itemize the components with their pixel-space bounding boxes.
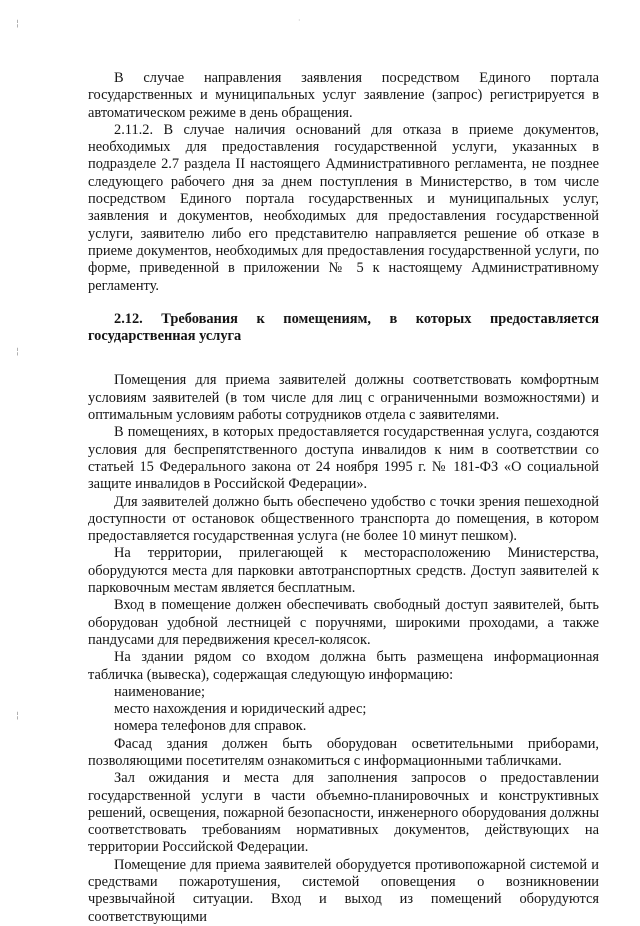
paragraph: Для заявителей должно быть обеспечено удобство с точки зрения пешеходной доступности от остановок общественного транспорта до помещения, в котором предоставляется государственная услуга (не более 10 минут пешком). xyxy=(88,493,599,545)
paragraph: На здании рядом со входом должна быть размещена информационная табличка (вывеска), содержащая следующую информацию: xyxy=(88,649,599,683)
paragraph: В случае направления заявления посредством Единого портала государственных и муниципальных услуг заявление (запрос) регистрируется в автоматическом режиме в день обращения. xyxy=(88,70,599,121)
binding-mark: ¦ xyxy=(16,711,20,721)
paragraph: Помещение для приема заявителей оборудуется противопожарной системой и средствами пожаротушения, системой оповещения о возникновении чрезвычайной ситуации. Вход и выход из помещений оборудуются соответствующими xyxy=(88,856,599,925)
binding-mark: ¦ xyxy=(16,347,20,357)
binding-mark: ¦ xyxy=(16,19,20,29)
section-heading: 2.12. Требования к помещениям, в которых предоставляется государственная услуга xyxy=(88,310,599,345)
paragraph: 2.11.2. В случае наличия оснований для отказа в приеме документов, необходимых для предоставления государственной услуги, указанных в подразделе 2.7 раздела II настоящего Административного регламента, не позднее следующего рабочего дня за днем поступления в Министерство, в том числе посредством Единого портала государственных и муниципальных услуг, заявления и документов, необходимых для предоставления государственной услуги, заявителю либо его представителю направляется решение об отказе в приеме документов, необходимых для предоставления государственной услуги, по форме, приведенной в приложении № 5 к настоящему Административному регламенту. xyxy=(88,121,599,294)
paragraph: Помещения для приема заявителей должны соответствовать комфортным условиям заявителей (в том числе для лиц с ограниченными возможностями) и оптимальным условиям работы сотрудников отдела с заявителями. xyxy=(88,372,599,424)
list-item: номера телефонов для справок. xyxy=(114,718,307,735)
document-body xyxy=(88,70,599,926)
scan-artifact: · xyxy=(298,16,301,25)
paragraph: На территории, прилегающей к месторасположению Министерства, оборудуются места для парковки автотранспортных средств. Доступ заявителей к парковочным местам является бесплатным. xyxy=(88,545,599,597)
list-item: место нахождения и юридический адрес; xyxy=(114,701,367,718)
paragraph: В помещениях, в которых предоставляется государственная услуга, создаются условия для беспрепятственного доступа инвалидов к ним в соответствии со статьей 15 Федерального закона от 24 ноября 1995 г. № 181-ФЗ «О социальной защите инвалидов в Российской Федерации». xyxy=(88,424,599,493)
paragraph: Вход в помещение должен обеспечивать свободный доступ заявителей, быть оборудован удобной лестницей с поручнями, широкими проходами, а также пандусами для передвижения кресел-колясок. xyxy=(88,597,599,648)
paragraph: Зал ожидания и места для заполнения запросов о предоставлении государственной услуги в части объемно-планировочных и конструктивных решений, освещения, пожарной безопасности, инженерного оборудования должны соответствовать требованиям нормативных документов, действующих на территории Российской Федерации. xyxy=(88,770,599,856)
list-item: наименование; xyxy=(114,683,205,700)
paragraph: Фасад здания должен быть оборудован осветительными приборами, позволяющими посетителям ознакомиться с информационными табличками. xyxy=(88,735,599,769)
